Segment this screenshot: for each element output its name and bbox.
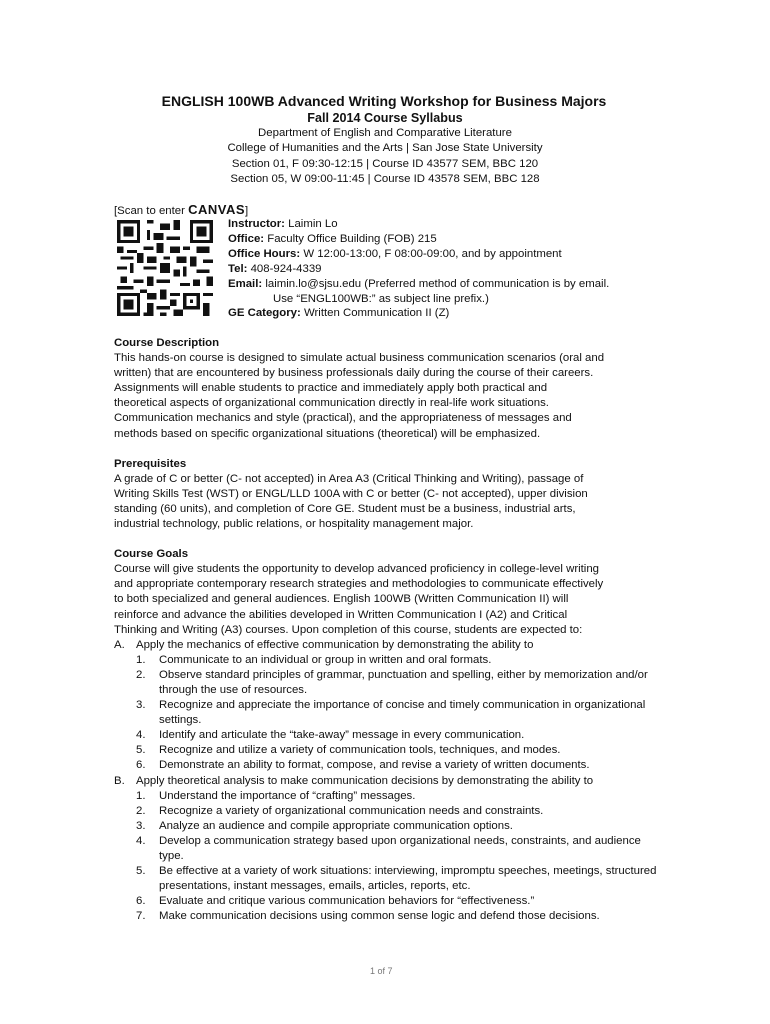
item-text: Identify and articulate the “take-away” message in every communication.: [159, 729, 525, 742]
item-text: Observe standard principles of grammar, punctuation and spelling, either by memorization and/or through the use of resources.: [159, 668, 648, 696]
item-number: 6.: [136, 895, 146, 908]
item-number: 7.: [136, 910, 146, 923]
instructor-name: Laimin Lo: [284, 218, 338, 230]
course-goals-heading: Course Goals: [114, 548, 189, 561]
description-line: theoretical aspects of organizational communication directly in real-life work situations.: [114, 397, 549, 410]
goals-line: reinforce and advance the abilities developed in Written Communication I (A2) and Critical: [114, 608, 568, 621]
goals-line: to both specialized and general audiences. English 100WB (Written Communication II) will: [114, 593, 569, 606]
item-text: Recognize and utilize a variety of communication tools, techniques, and modes.: [159, 744, 561, 757]
goal-b-list: [114, 789, 659, 925]
list-item: [136, 819, 659, 834]
tel-label: Tel:: [228, 262, 248, 275]
course-subtitle: Fall 2014 Course Syllabus: [307, 111, 463, 125]
prerequisites-text: [114, 472, 659, 532]
item-number: 1.: [136, 653, 146, 666]
goal-a: [114, 638, 659, 653]
instructor-line: [228, 217, 609, 232]
goal-b-number: B.: [114, 774, 125, 787]
tel-value: 408-924-4339: [247, 262, 322, 275]
item-number: 5.: [136, 865, 146, 878]
description-line: Assignments will enable students to practice and immediately apply both practical and: [114, 382, 548, 395]
item-text: Be effective at a variety of work situations: interviewing, impromptu speeches, meetings, structured presentations, instant messages, emails, articles, reports, etc.: [159, 865, 657, 893]
ge-category-line: [228, 306, 609, 321]
list-item: [136, 864, 659, 894]
canvas-label: CANVAS: [188, 202, 246, 217]
email-value[interactable]: laimin.lo@sjsu.edu (Preferred method of communication is by email.: [262, 277, 610, 290]
description-line: Communication mechanics and style (practical), and the appropriateness of messages and: [114, 412, 572, 425]
office-label: Office:: [228, 232, 265, 245]
list-item: [136, 909, 659, 924]
goals-line: and appropriate contemporary research strategies and methodologies to communicate effectively: [114, 578, 604, 591]
goal-b: [114, 774, 659, 789]
list-item: [136, 834, 659, 864]
goal-a-list: [114, 653, 659, 774]
list-item: [136, 653, 659, 668]
scan-suffix: ]: [245, 205, 249, 217]
instructor-info: [228, 217, 609, 321]
description-line: methods based on specific organizational situations (theoretical) will be emphasized.: [114, 427, 541, 440]
office-hours-line: [228, 247, 609, 262]
office-line: [228, 232, 609, 247]
email-label: Email:: [228, 277, 263, 290]
section-5-line: Section 05, W 09:00-11:45 | Course ID 43578 SEM, BBC 128: [230, 173, 540, 186]
list-item: [136, 758, 659, 773]
course-title: ENGLISH 100WB Advanced Writing Workshop for Business Majors: [161, 93, 607, 109]
description-line: This hands-on course is designed to simulate actual business communication scenarios (oral and: [114, 352, 605, 365]
item-text: Recognize and appreciate the importance of concise and timely communication in organizational settings.: [159, 699, 646, 727]
item-text: Communicate to an individual or group in written and oral formats.: [159, 653, 492, 666]
course-goals-text: [114, 562, 659, 637]
prereq-line: industrial technology, public relations, or hospitality management major.: [114, 518, 474, 531]
goal-b-text: Apply theoretical analysis to make communication decisions by demonstrating the ability to: [136, 774, 594, 787]
prereq-line: Writing Skills Test (WST) or ENGL/LLD 100A with C or better (C- not accepted), upper division: [114, 487, 588, 500]
list-item: [136, 789, 659, 804]
item-number: 1.: [136, 789, 146, 802]
item-number: 3.: [136, 819, 146, 832]
goals-line: Thinking and Writing (A3) courses. Upon completion of this course, students are expected to:: [114, 623, 583, 636]
qr-code-icon[interactable]: [117, 220, 213, 316]
email-note: Use “ENGL100WB:” as subject line prefix.): [273, 292, 489, 305]
instructor-label: Instructor:: [228, 218, 285, 230]
email-line: [228, 277, 609, 292]
section-1-line: Section 01, F 09:30-12:15 | Course ID 43577 SEM, BBC 120: [231, 157, 539, 170]
item-text: Develop a communication strategy based upon organizational needs, constraints, and audience type.: [159, 834, 641, 862]
office-value: Faculty Office Building (FOB) 215: [264, 232, 437, 245]
document-header: [0, 92, 770, 188]
list-item: [136, 743, 659, 758]
item-text: Evaluate and critique various communication behaviors for “effectiveness.”: [159, 895, 535, 908]
description-line: written) that are encountered by business professionals daily during the course of their careers.: [114, 367, 594, 380]
prerequisites-heading: Prerequisites: [114, 457, 187, 470]
item-text: Analyze an audience and compile appropriate communication options.: [159, 819, 513, 832]
course-description-text: [114, 351, 659, 442]
item-number: 3.: [136, 699, 146, 712]
item-number: 4.: [136, 834, 146, 847]
goal-a-text: Apply the mechanics of effective communication by demonstrating the ability to: [136, 638, 534, 651]
item-text: Understand the importance of “crafting” messages.: [159, 789, 416, 802]
ge-category-value: Written Communication II (Z): [300, 307, 450, 320]
prereq-line: standing (60 units), and completion of Core GE. Student must be a business, industrial arts,: [114, 502, 576, 515]
scan-prefix: [Scan to enter: [114, 205, 189, 217]
item-number: 2.: [136, 804, 146, 817]
item-text: Make communication decisions using common sense logic and defend those decisions.: [159, 910, 600, 923]
item-text: Recognize a variety of organizational communication needs and constraints.: [159, 804, 544, 817]
item-number: 6.: [136, 759, 146, 772]
page-number: 1 of 7: [370, 966, 393, 976]
office-hours-label: Office Hours:: [228, 247, 301, 260]
tel-line: [228, 262, 609, 277]
item-number: 5.: [136, 744, 146, 757]
syllabus-body: [114, 336, 659, 924]
list-item: [136, 894, 659, 909]
course-description-heading: Course Description: [114, 337, 220, 349]
department-line: Department of English and Comparative Literature: [258, 127, 512, 139]
goal-a-number: A.: [114, 638, 125, 651]
list-item: [136, 728, 659, 743]
goals-line: Course will give students the opportunity to develop advanced proficiency in college-level writing: [114, 563, 600, 576]
list-item: [136, 804, 659, 819]
prereq-line: A grade of C or better (C- not accepted) in Area A3 (Critical Thinking and Writing), passage of: [114, 472, 584, 485]
list-item: [136, 668, 659, 698]
office-hours-value: W 12:00-13:00, F 08:00-09:00, and by appointment: [300, 247, 562, 260]
college-line: College of Humanities and the Arts | San Jose State University: [227, 142, 543, 155]
item-number: 2.: [136, 668, 146, 681]
item-text: Demonstrate an ability to format, compose, and revise a variety of written documents.: [159, 759, 590, 772]
list-item: [136, 698, 659, 728]
ge-category-label: GE Category:: [228, 307, 301, 320]
item-number: 4.: [136, 729, 146, 742]
